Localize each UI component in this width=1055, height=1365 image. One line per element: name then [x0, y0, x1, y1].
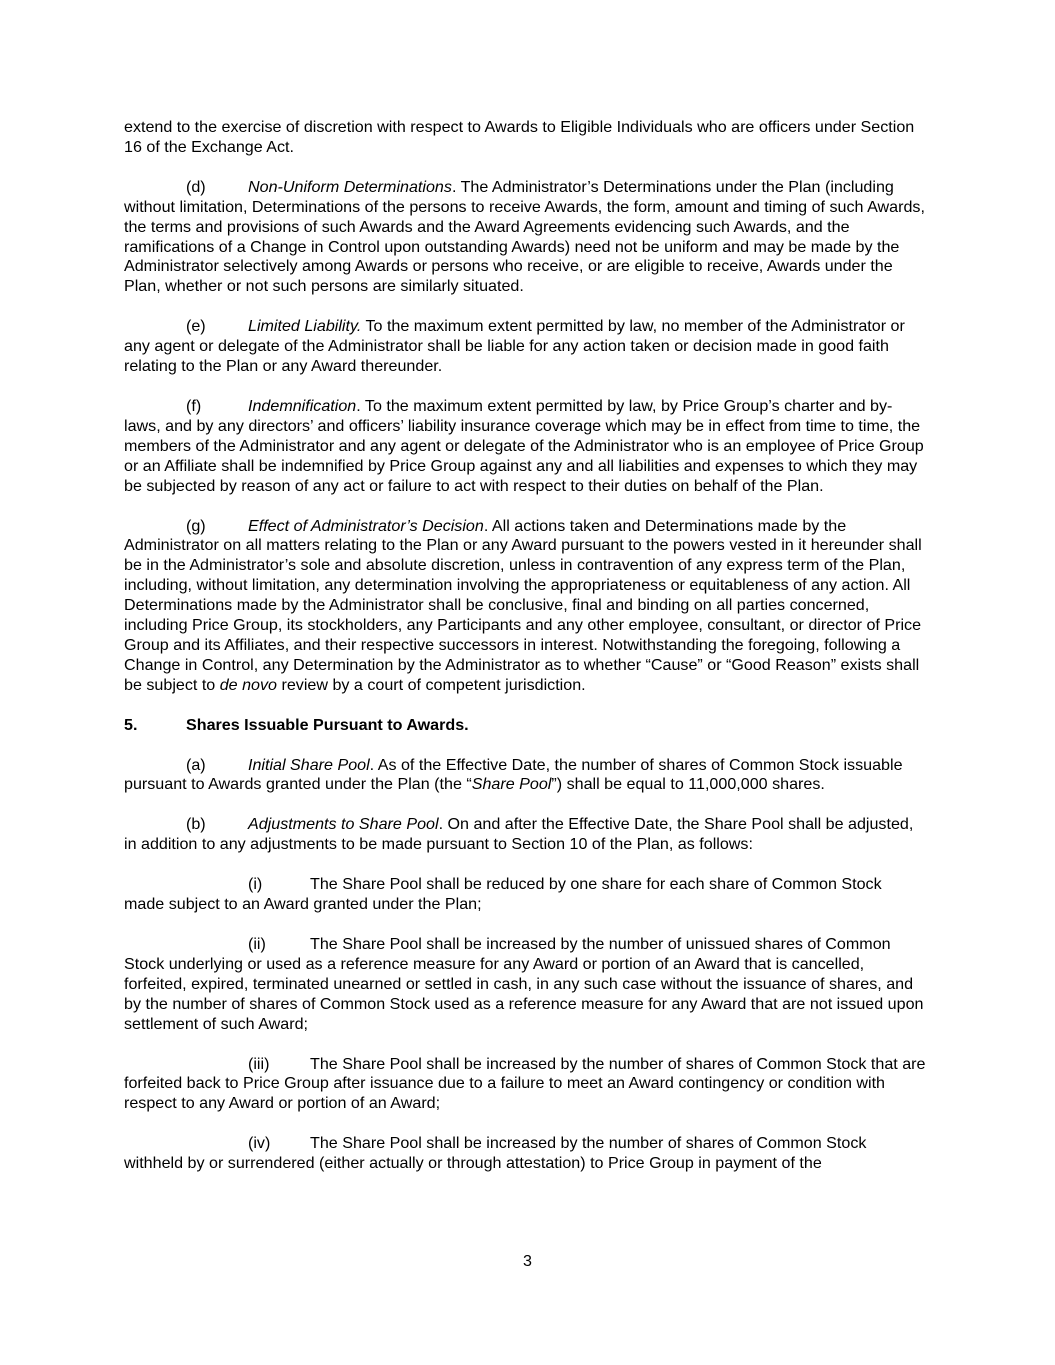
paragraph-5b [124, 815, 926, 855]
paragraph-title: Initial Share Pool [248, 755, 370, 774]
paragraph-text: To the maximum extent permitted by law, no member of the Administrator or any agent or delegate of the Administrator shall be liable for any action taken or decision made in good faith relating to the Plan or any Award thereunder. [124, 317, 905, 376]
paragraph-label: (e) [186, 317, 206, 336]
paragraph-4g [124, 517, 926, 696]
paragraph-title: Adjustments to Share Pool [248, 815, 439, 834]
intro-text: extend to the exercise of discretion with respect to Awards to Eligible Individuals who are officers under Section 16 of the Exchange Act. [124, 118, 915, 156]
paragraph-label: (d) [186, 177, 206, 196]
subparagraph-text: The Share Pool shall be increased by the number of shares of Common Stock that are forfeited back to Price Group after issuance due to a failure to meet an Award contingency or condition with respect to any Award or portion of an Award; [124, 1054, 926, 1113]
subparagraph-label: (ii) [248, 935, 266, 953]
paragraph-4d [124, 178, 926, 297]
subparagraph-text: The Share Pool shall be reduced by one share for each share of Common Stock made subject to an Award granted under the Plan; [124, 875, 882, 914]
paragraph-label: (b) [186, 815, 206, 834]
paragraph-label: (f) [186, 396, 202, 415]
subparagraph-iii [124, 1055, 926, 1115]
paragraph-text: . The Administrator’s Determinations under the Plan (including without limitation, Determinations of the persons to receive Awards, the form, amount and timing of such Awards, the terms and provisions of such Awards and the Award Agreements evidencing such Awards, and the ramifications of a Change in Control upon outstanding Awards) need not be uniform and may be made by the Administrator selectively among Awards or persons who receive, or are eligible to receive, Awards under the Plan, whether or not such persons are similarly situated. [124, 177, 925, 296]
paragraph-label: (g) [186, 516, 206, 535]
subparagraph-label: (i) [248, 875, 263, 894]
subparagraph-label: (iii) [248, 1054, 270, 1073]
section-number: 5. [124, 715, 138, 734]
italic-term: de novo [219, 675, 278, 694]
subparagraph-text: The Share Pool shall be increased by the number of unissued shares of Common Stock underlying or used as a reference measure for any Award or portion of an Award that is cancelled, forfeited, expired, terminated unearned or settled in cash, in any such case without the issuance of shares, and by the number of shares of Common Stock used as a reference measure for any Award that are not issued upon settlement of such Award; [124, 935, 924, 1033]
paragraph-5a [124, 756, 926, 796]
paragraph-text-end: review by a court of competent jurisdiction. [277, 675, 586, 694]
paragraph-text: . As of the Effective Date, the number of shares of Common Stock issuable pursuant to Awards granted under the Plan (the “ [124, 755, 903, 794]
paragraph-title: Effect of Administrator’s Decision [248, 516, 484, 535]
paragraph-title: Indemnification [248, 396, 357, 415]
paragraph-text: . All actions taken and Determinations made by the Administrator on all matters relating to the Plan or any Award pursuant to the powers vested in it hereunder shall be in the Administrator’s sole and absolute discretion, unless in contravention of any express term of the Plan, including, without limitation, any determination involving the appropriateness or equitableness of any action. All Determinations made by the Administrator shall be conclusive, final and binding on all parties concerned, including Price Group, its stockholders, any Participants and any other employee, consultant, or director of Price Group and its Affiliates, and their respective successors in interest. Notwithstanding the foregoing, following a Change in Control, any Determination by the Administrator as to whether “Cause” or “Good Reason” exists shall be subject to [124, 516, 922, 694]
paragraph-text-end: ”) shall be equal to 11,000,000 shares. [551, 775, 825, 794]
subparagraph-text: The Share Pool shall be increased by the number of shares of Common Stock withheld by or surrendered (either actually or through attestation) to Price Group in payment of the [124, 1134, 867, 1173]
paragraph-text: . To the maximum extent permitted by law, by Price Group’s charter and by-laws, and by any directors’ and officers’ liability insurance coverage which may be in effect from time to time, the members of the Administrator and any agent or delegate of the Administrator who is an employee of Price Group or an Affiliate shall be indemnified by Price Group against any and all liabilities and expenses to which they may be subjected by reason of any act or failure to act with respect to their duties on behalf of the Plan. [124, 396, 924, 495]
paragraph-4f [124, 397, 926, 497]
section-title: Shares Issuable Pursuant to Awards. [186, 715, 469, 734]
paragraph-text: . On and after the Effective Date, the Share Pool shall be adjusted, in addition to any adjustments to be made pursuant to Section 10 of the Plan, as follows: [124, 815, 914, 854]
page-number: 3 [523, 1252, 532, 1270]
subparagraph-ii [124, 935, 926, 1035]
subparagraph-i [124, 875, 926, 915]
section-heading-5 [124, 716, 926, 736]
document-body [124, 118, 926, 1194]
paragraph-label: (a) [186, 755, 206, 774]
intro-paragraph [124, 118, 926, 158]
italic-term: Share Pool [471, 775, 552, 794]
paragraph-title: Limited Liability. [248, 317, 362, 336]
paragraph-title: Non-Uniform Determinations [248, 177, 452, 196]
subparagraph-iv [124, 1134, 926, 1174]
paragraph-4e [124, 317, 926, 377]
subparagraph-label: (iv) [248, 1134, 271, 1153]
